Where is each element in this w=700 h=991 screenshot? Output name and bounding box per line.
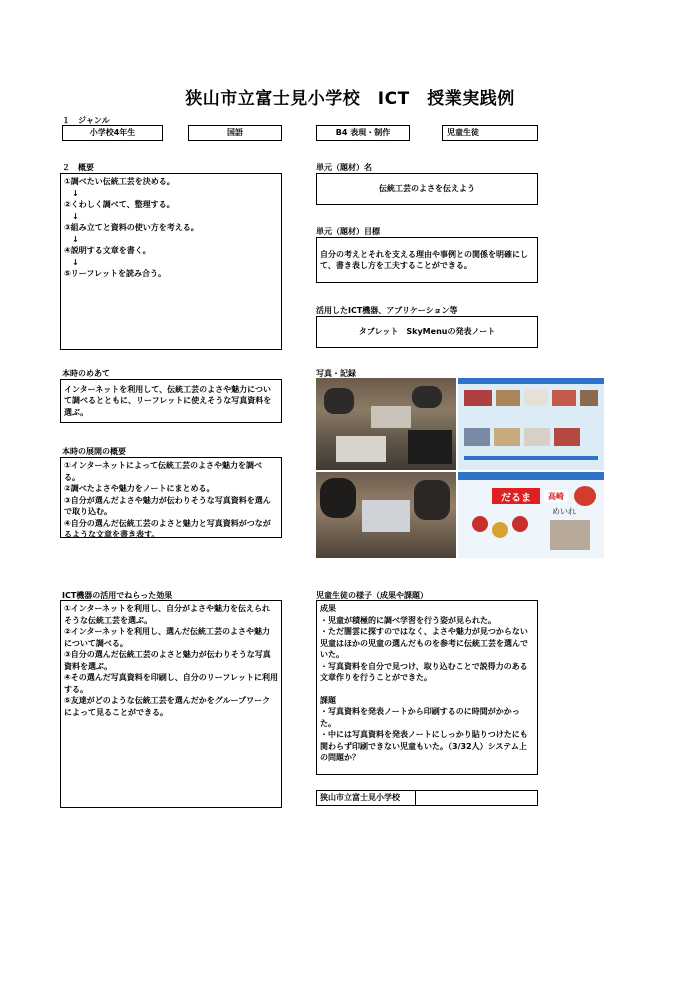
thumb-image bbox=[524, 390, 548, 406]
student-head bbox=[412, 386, 442, 408]
effect-line: ①インターネットを利用し、自分がよさや魅力を伝えられそうな伝統工芸を選ぶ。 bbox=[64, 604, 271, 625]
student-head bbox=[414, 480, 450, 520]
page-title: 狭山市立富士見小学校 ICT 授業実践例 bbox=[185, 89, 515, 109]
unit-name-box: 伝統工芸のよさを伝えよう bbox=[316, 173, 538, 205]
overview-heading: ２ 概要 bbox=[62, 163, 94, 172]
craft-photo bbox=[550, 520, 590, 550]
students-line: ・児童が積極的に調べ学習を行う姿が見られた。 bbox=[320, 615, 496, 625]
arrow-down-icon: ↓ bbox=[72, 188, 79, 198]
ict-used-heading: 活用したICT機器、アプリケーション等 bbox=[316, 306, 458, 315]
students-line: ・写真資料を発表ノートから印刷するのに時間がかかった。 bbox=[320, 707, 520, 728]
aim-box bbox=[60, 379, 282, 423]
flow-box bbox=[60, 457, 282, 538]
unit-goal-box bbox=[316, 237, 538, 283]
aim-text: インターネットを利用して、伝統工芸のよさや魅力について調べるとともに、リーフレットに使えそうな写真資料を選ぶ。 bbox=[64, 384, 272, 417]
genre-heading: １ ジャンル bbox=[62, 116, 110, 125]
flow-line: ③自分が選んだよさや魅力が伝わりそうな写真資料を選んで取り込む。 bbox=[64, 495, 271, 516]
aim-heading: 本時のめあて bbox=[62, 369, 110, 378]
effect-line: ②インターネットを利用し、選んだ伝統工芸のよさや魅力について調べる。 bbox=[64, 627, 271, 648]
screen-toolbar bbox=[458, 378, 604, 384]
arrow-down-icon: ↓ bbox=[72, 257, 79, 267]
unit-goal-heading: 単元（題材）目標 bbox=[316, 227, 380, 236]
daruma-image bbox=[574, 486, 596, 506]
student-back bbox=[408, 430, 452, 464]
thumb-image bbox=[464, 428, 490, 446]
overview-line: ③組み立てと資料の使い方を考える。 bbox=[64, 223, 199, 232]
student-head bbox=[324, 388, 354, 414]
effect-line: ⑤友達がどのような伝統工芸を選んだかをグループワークによって見ることができる。 bbox=[64, 696, 271, 717]
overview-line: ⑤リーフレットを読み合う。 bbox=[64, 269, 166, 278]
students-subheading: 成果 bbox=[320, 604, 336, 613]
tablet-image bbox=[371, 406, 411, 428]
overview-line: ④説明する文章を書く。 bbox=[64, 246, 151, 255]
thumb-image bbox=[552, 390, 576, 406]
ict-used-box: タブレット SkyMenuの発表ノート bbox=[316, 316, 538, 348]
thumb-image bbox=[494, 428, 520, 446]
flow-line: ②調べたよさや魅力をノートにまとめる。 bbox=[64, 484, 215, 493]
photo-record bbox=[316, 378, 604, 558]
genre-grade: 小学校4年生 bbox=[62, 125, 163, 141]
students-line: ・写真資料を自分で見つけ、取り込むことで説得力のある文章作りを行うことができた。 bbox=[320, 661, 528, 682]
student-photo bbox=[316, 472, 456, 558]
flow-heading: 本時の展開の概要 bbox=[62, 447, 126, 456]
genre-category: B4 表現・制作 bbox=[316, 125, 410, 141]
effect-box bbox=[60, 600, 282, 808]
footer-school-name: 狭山市立富士見小学校 bbox=[317, 791, 416, 805]
footer-blank bbox=[416, 791, 537, 805]
daruma-image bbox=[492, 522, 508, 538]
genre-subject: 国語 bbox=[188, 125, 282, 141]
thumb-image bbox=[464, 390, 492, 406]
student-head bbox=[320, 478, 356, 518]
thumb-image bbox=[524, 428, 550, 446]
overview-box bbox=[60, 173, 282, 350]
flow-line: ④自分の選んだ伝統工芸のよさと魅力と写真資料がつながるような文章を書き表す。 bbox=[64, 518, 271, 539]
students-box bbox=[316, 600, 538, 775]
thumb-image bbox=[580, 390, 598, 406]
arrow-down-icon: ↓ bbox=[72, 211, 79, 221]
thumb-image bbox=[496, 390, 520, 406]
overview-line: ①調べたい伝統工芸を決める。 bbox=[64, 177, 175, 186]
effect-line: ③自分の選んだ伝統工芸のよさと魅力が伝わりそうな写真資料を選ぶ。 bbox=[64, 650, 271, 671]
arrow-down-icon: ↓ bbox=[72, 234, 79, 244]
tablet-screenshot bbox=[458, 378, 604, 470]
students-line: ・中には写真資料を発表ノートにしっかり貼りつけたにも関わらず印刷できない児童もいた。（3/32人）システム上の問題か？ bbox=[320, 730, 528, 762]
thumb-image bbox=[554, 428, 580, 446]
effect-line: ④その選んだ写真資料を印刷し、自分のリーフレットに利用する。 bbox=[64, 673, 278, 694]
effect-heading: ICT機器の活用でねらった効果 bbox=[62, 591, 173, 600]
students-spacer bbox=[320, 684, 534, 695]
unit-goal-text: 自分の考えとそれを支える理由や事例との関係を明確にして、書き表し方を工夫することができる。 bbox=[320, 249, 528, 270]
classroom-photo bbox=[316, 378, 456, 470]
footer-school-box bbox=[316, 790, 538, 806]
genre-target: 児童生徒 bbox=[442, 125, 538, 141]
daruma-image bbox=[472, 516, 488, 532]
overview-line: ②くわしく調べて、整理する。 bbox=[64, 200, 175, 209]
photo-heading: 写真・記録 bbox=[316, 369, 356, 378]
unit-name-heading: 単元（題材）名 bbox=[316, 163, 372, 172]
daruma-image bbox=[512, 516, 528, 532]
slide-tag: 高崎 bbox=[544, 490, 568, 502]
flow-line: ①インターネットによって伝統工芸のよさや魅力を調べる。 bbox=[64, 461, 263, 482]
tablet-image bbox=[336, 436, 386, 462]
students-subheading: 課題 bbox=[320, 695, 336, 705]
students-heading: 児童生徒の様子（成果や課題） bbox=[316, 591, 428, 600]
students-line: ・ただ闇雲に探すのではなく、よさや魅力が見つからない児童はほかの児童の選んだものを参考に伝統工芸を選んでいた。 bbox=[320, 627, 528, 659]
screen-toolbar bbox=[458, 472, 604, 480]
laptop-image bbox=[362, 500, 410, 532]
slide-title: だるま bbox=[492, 488, 540, 504]
screen-bar bbox=[464, 456, 598, 460]
slide-screenshot bbox=[458, 472, 604, 558]
slide-caption: めいれ bbox=[552, 507, 576, 516]
